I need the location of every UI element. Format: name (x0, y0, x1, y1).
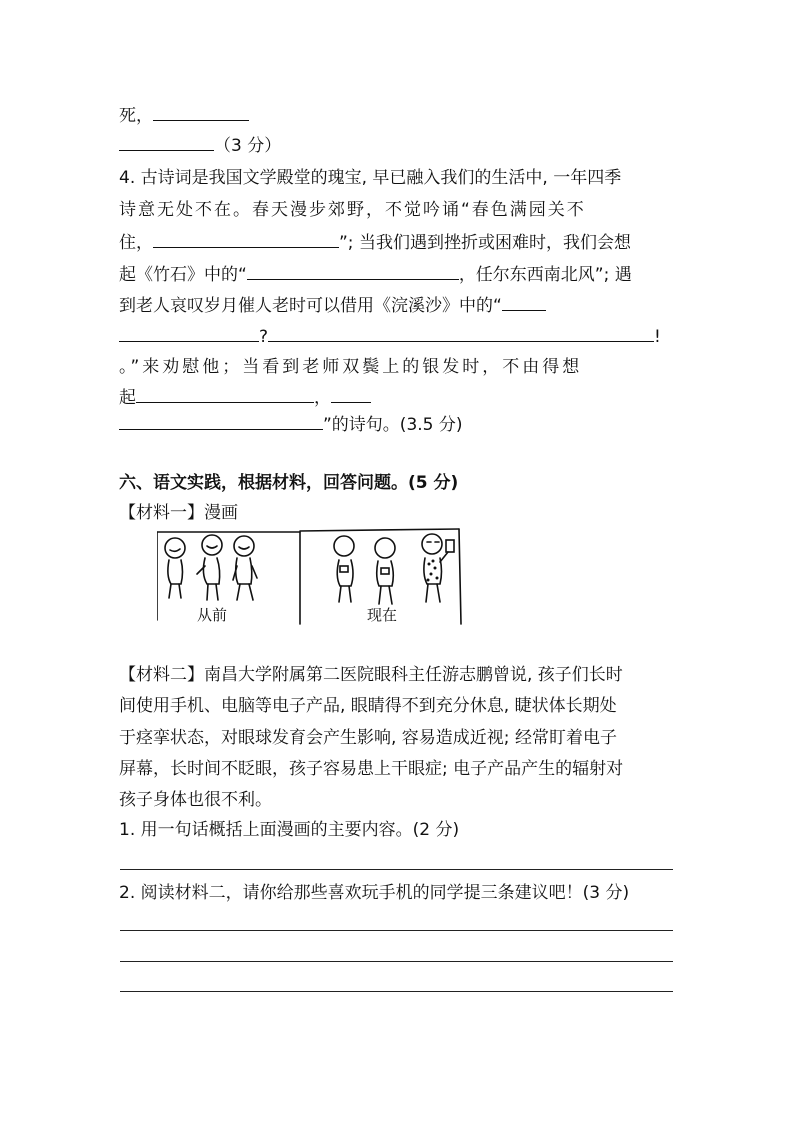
section6-heading: 六、语文实践，根据材料，回答问题。(5 分) (119, 473, 459, 493)
answer-blank[interactable] (331, 386, 371, 403)
q4-line2: 诗意无处不在。春天漫步郊野，不觉吟诵“春色满园关不 (119, 200, 586, 220)
q4-text: 起《竹石》中的“ (119, 265, 247, 285)
q4-text: ! (654, 327, 661, 347)
q4-text: ”; 当我们遇到挫折或困难时，我们会想 (339, 233, 631, 253)
q4-text: 住， (119, 233, 153, 253)
comic-caption-before: 从前 (197, 606, 228, 624)
q4-line4 (119, 263, 632, 286)
q3-tail-line1 (119, 104, 249, 127)
comic-caption-now: 现在 (367, 606, 398, 624)
q4-line5 (119, 294, 546, 317)
q4-line6 (119, 325, 661, 348)
answer-blank[interactable] (119, 325, 259, 342)
q4-text: ，任尔东西南北风”; 遇 (458, 265, 632, 285)
material2-line: 孩子身体也很不利。 (119, 790, 272, 810)
q3-tail-line2 (119, 134, 281, 157)
question-1: 1. 用一句话概括上面漫画的主要内容。(2 分) (119, 820, 460, 840)
q3-tail-text: 死， (119, 106, 153, 126)
q4-text: ， (314, 388, 331, 408)
q4-line7: 。”来劝慰他；当看到老师双鬓上的银发时，不由得想 (119, 357, 583, 377)
score-note: （3 分） (214, 136, 282, 156)
q4-line1: 4. 古诗词是我国文学殿堂的瑰宝, 早已融入我们的生活中, 一年四季 (119, 168, 622, 188)
answer-blank[interactable] (119, 413, 323, 430)
answer-blank[interactable] (153, 104, 249, 121)
q4-text: 起 (119, 388, 136, 408)
q4-text: 到老人哀叹岁月催人老时可以借用《浣溪沙》中的“ (119, 296, 502, 316)
q4-text: ? (259, 327, 269, 347)
material2-line: 间使用手机、电脑等电子产品, 眼睛得不到充分休息, 睫状体长期处 (119, 696, 617, 716)
answer-line-q1[interactable] (120, 869, 673, 870)
q4-line9 (119, 413, 463, 436)
material2-line: 屏幕，长时间不眨眼，孩子容易患上干眼症; 电子产品产生的辐射对 (119, 759, 624, 779)
q4-line3 (119, 231, 631, 254)
answer-blank[interactable] (153, 231, 339, 248)
material1-label: 【材料一】漫画 (119, 503, 238, 523)
answer-line-q2-2[interactable] (120, 961, 673, 962)
q4-line8 (119, 386, 371, 409)
answer-blank[interactable] (136, 386, 314, 403)
material2-line: 【材料二】南昌大学附属第二医院眼科主任游志鹏曾说, 孩子们长时 (119, 665, 623, 685)
material2-line: 于痉挛状态，对眼球发育会产生影响, 容易造成近视; 经常盯着电子 (119, 728, 617, 748)
score-note: ”的诗句。(3.5 分) (323, 415, 463, 435)
answer-blank[interactable] (268, 325, 654, 342)
question-2: 2. 阅读材料二，请你给那些喜欢玩手机的同学提三条建议吧！(3 分) (119, 883, 630, 903)
comic-illustration (157, 528, 462, 626)
answer-blank[interactable] (119, 134, 214, 151)
answer-blank[interactable] (247, 263, 459, 280)
answer-line-q2-3[interactable] (120, 991, 673, 992)
answer-blank[interactable] (502, 294, 546, 311)
answer-line-q2-1[interactable] (120, 930, 673, 931)
